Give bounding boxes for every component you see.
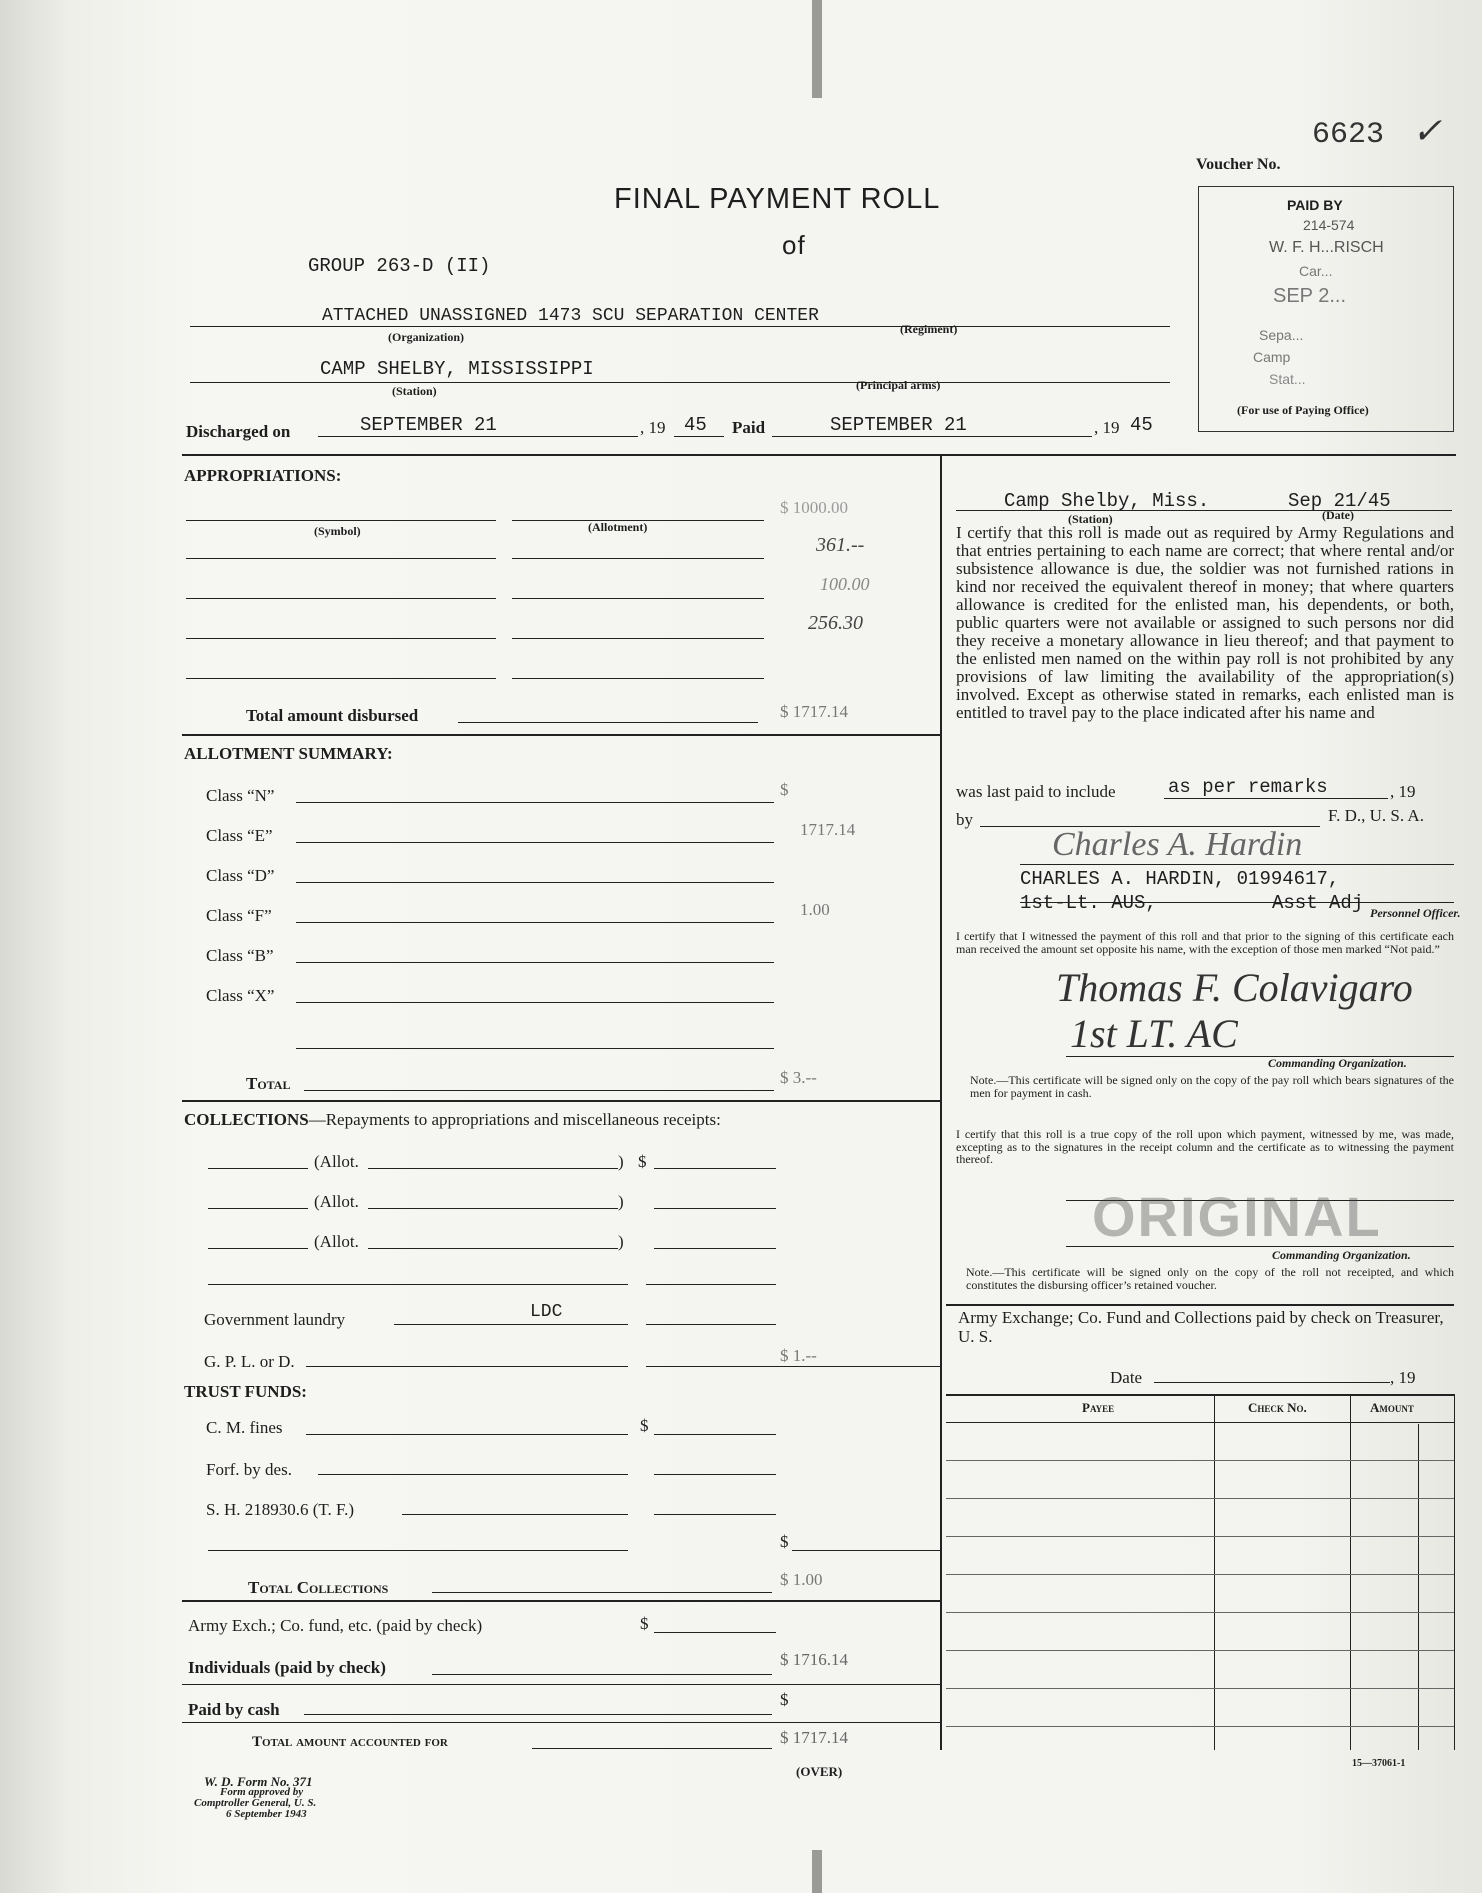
cm-fines-dollar: $ xyxy=(640,1416,649,1435)
collections-heading-title: COLLECTIONS xyxy=(184,1110,309,1129)
exchange-date-label: Date xyxy=(1110,1368,1143,1387)
commanding-label: Commanding Organization. xyxy=(1268,1056,1407,1070)
organization-label: (Organization) xyxy=(388,330,464,344)
exchange-date-line xyxy=(1154,1382,1390,1383)
organization-line xyxy=(190,326,1170,327)
allotment-class-line xyxy=(296,882,774,883)
allotment-class-value: 1717.14 xyxy=(800,820,856,839)
regiment-label: (Regiment) xyxy=(900,322,958,336)
allotment-class-label: Class “F” xyxy=(206,906,272,925)
trust-blank-amount-line xyxy=(792,1550,940,1551)
army-exch-label: Army Exch.; Co. fund, etc. (paid by check) xyxy=(188,1616,483,1635)
total-accounted-value: $ 1717.14 xyxy=(780,1728,848,1747)
allotment-class-label: Class “E” xyxy=(206,826,273,845)
allotment-class-value: 1.00 xyxy=(800,900,830,919)
discharged-line xyxy=(318,436,638,437)
allotment-class-label: Class “X” xyxy=(206,986,275,1005)
collection-allot-amount-line xyxy=(654,1248,776,1249)
allotment-label: (Allotment) xyxy=(588,520,648,534)
collection-allot-line xyxy=(368,1168,618,1169)
stamp-line-2: 214-574 xyxy=(1303,217,1355,233)
footer-approved: Form approved by xyxy=(220,1786,304,1798)
true-copy-text: I certify that this roll is a true copy of the roll upon which payment, witnessed by me, was made, excepting as to the signatures in the receipt column and the certificate as to witnessing the payment thereof. xyxy=(956,1127,1454,1166)
allotment-blank-line xyxy=(296,1048,774,1049)
collection-allot-label: (Allot. xyxy=(314,1152,359,1171)
forf-line xyxy=(318,1474,628,1475)
collection-allot-line xyxy=(368,1208,618,1209)
approp-line-5 xyxy=(186,678,496,679)
voucher-number: 6623 xyxy=(1312,118,1385,152)
cert-station-value: Camp Shelby, Miss. xyxy=(1004,490,1210,512)
voucher-label: Voucher No. xyxy=(1196,156,1281,173)
personnel-line xyxy=(1020,902,1454,903)
total-accounted-label: Total amount accounted for xyxy=(252,1734,448,1750)
army-exch-dollar: $ xyxy=(640,1614,649,1633)
collection-allot-paren: ) xyxy=(618,1232,624,1251)
stamp-line-8: Stat... xyxy=(1269,371,1306,387)
laundry-line xyxy=(394,1324,628,1325)
center-divider xyxy=(940,454,942,1750)
exchange-header-rule xyxy=(946,1422,1454,1423)
cert-date-label: (Date) xyxy=(1322,508,1354,522)
gpl-label: G. P. L. or D. xyxy=(204,1352,295,1371)
allotment-class-line xyxy=(296,922,774,923)
forf-amount-line xyxy=(654,1474,776,1475)
cert-date-value: Sep 21/45 xyxy=(1288,490,1391,512)
exchange-row-line xyxy=(946,1612,1454,1613)
gpl-amount-line xyxy=(646,1366,940,1367)
exchange-col-amount: Amount xyxy=(1370,1400,1414,1415)
paid-year: 45 xyxy=(1130,414,1153,436)
collection-allot-paren: ) xyxy=(618,1192,624,1211)
signer-name: CHARLES A. HARDIN, 01994617, xyxy=(1020,868,1340,890)
original-stamp: ORIGINAL xyxy=(1092,1185,1382,1248)
cm-fines-amount-line xyxy=(654,1434,776,1435)
form-title: FINAL PAYMENT ROLL xyxy=(614,183,941,215)
principal-arms-label: (Principal arms) xyxy=(856,378,941,392)
collection-allot-blank xyxy=(208,1248,308,1249)
total-accounted-line xyxy=(532,1748,772,1749)
collection-allot-amount-line xyxy=(654,1168,776,1169)
paid-label: Paid xyxy=(732,418,766,437)
footer-comptroller: Comptroller General, U. S. xyxy=(194,1797,317,1809)
individuals-label: Individuals (paid by check) xyxy=(188,1658,386,1677)
exchange-row-line xyxy=(946,1688,1454,1689)
stamp-line-4: Car... xyxy=(1299,263,1333,279)
collection-allot-blank xyxy=(208,1168,308,1169)
forf-label: Forf. by des. xyxy=(206,1460,292,1479)
signature-line xyxy=(1020,864,1454,865)
station-label: (Station) xyxy=(392,384,437,398)
witness-rank: 1st LT. AC xyxy=(1070,1011,1238,1056)
station-line xyxy=(190,382,1170,383)
note-1: Note.—This certificate will be signed only on the copy of the pay roll which bears signatures of the men for payment in cash. xyxy=(970,1073,1454,1100)
organization-value: ATTACHED UNASSIGNED 1473 SCU SEPARATION CENTER xyxy=(322,306,819,326)
check-mark: ✓ xyxy=(1412,111,1443,151)
sh-label: S. H. 218930.6 (T. F.) xyxy=(206,1500,355,1519)
collection-allot-dollar: $ xyxy=(638,1152,647,1171)
cash-bottom-rule xyxy=(182,1722,940,1723)
total-disbursed-value: $ 1717.14 xyxy=(780,702,848,721)
total-collections-line xyxy=(432,1592,772,1593)
exchange-col-check: Check No. xyxy=(1248,1400,1307,1415)
paid-line xyxy=(772,436,1092,437)
last-paid-label: was last paid to include xyxy=(956,782,1116,801)
stamp-line-6: Sepa... xyxy=(1259,327,1304,343)
individuals-value: $ 1716.14 xyxy=(780,1650,848,1669)
collection-blank-line-a xyxy=(208,1284,628,1285)
witness-signature: Thomas F. Colavigaro xyxy=(1056,965,1413,1010)
total-disbursed-label: Total amount disbursed xyxy=(246,706,419,725)
binder-mark-top xyxy=(812,0,822,98)
note-2: Note.—This certificate will be signed only on the copy of the roll not receipted, and which constitutes the disbursing officer’s retained voucher. xyxy=(966,1265,1454,1292)
allotment-total-label: Total xyxy=(246,1074,291,1093)
individuals-line xyxy=(432,1674,772,1675)
true-copy-line-2 xyxy=(1066,1246,1454,1247)
appropriations-heading: APPROPRIATIONS: xyxy=(184,466,342,485)
stamp-line-7: Camp xyxy=(1253,349,1291,365)
allotment-class-line xyxy=(296,842,774,843)
exchange-text: Army Exchange; Co. Fund and Collections paid by check on Treasurer, U. S. xyxy=(958,1308,1444,1346)
approp-bottom-rule xyxy=(182,734,940,736)
cash-line xyxy=(304,1714,772,1715)
discharged-label: Discharged on xyxy=(186,422,291,441)
approp-alloc-line-3 xyxy=(512,598,764,599)
collection-allot-blank xyxy=(208,1208,308,1209)
allotment-total-line xyxy=(304,1090,774,1091)
exchange-col-payee: Payee xyxy=(1082,1400,1115,1415)
exchange-row-line xyxy=(946,1574,1454,1575)
discharged-date: SEPTEMBER 21 xyxy=(360,414,497,436)
cm-fines-line xyxy=(306,1434,628,1435)
footer-form: W. D. Form No. 371 xyxy=(204,1774,313,1789)
last-paid-line xyxy=(1164,798,1388,799)
approp-amount-4: 256.30 xyxy=(808,612,863,634)
station-value: CAMP SHELBY, MISSISSIPPI xyxy=(320,358,594,380)
last-paid-year: , 19 xyxy=(1390,782,1416,801)
laundry-value: LDC xyxy=(530,1302,563,1322)
last-paid-value: as per remarks xyxy=(1168,776,1328,798)
fd-label: F. D., U. S. A. xyxy=(1328,806,1424,825)
allotment-class-line xyxy=(296,1002,774,1003)
trust-blank-dollar: $ xyxy=(780,1532,789,1551)
symbol-label: (Symbol) xyxy=(314,524,361,538)
cm-fines-label: C. M. fines xyxy=(206,1418,283,1437)
laundry-label: Government laundry xyxy=(204,1310,346,1329)
collections-heading-rest: —Repayments to appropriations and miscellaneous receipts: xyxy=(308,1110,721,1129)
gpl-value: $ 1.-- xyxy=(780,1346,817,1365)
cash-value: $ xyxy=(780,1690,789,1709)
exchange-row-line xyxy=(946,1650,1454,1651)
exchange-top-rule xyxy=(946,1304,1454,1306)
stamp-footer: (For use of Paying Office) xyxy=(1237,403,1369,417)
cert-station-label: (Station) xyxy=(1068,512,1113,526)
binder-mark-bottom xyxy=(812,1850,822,1893)
approp-line-1 xyxy=(186,520,496,521)
laundry-amount-line xyxy=(646,1324,776,1325)
allotment-class-label: Class “N” xyxy=(206,786,275,805)
exchange-col-div-1 xyxy=(1214,1394,1215,1750)
commanding-label-2: Commanding Organization. xyxy=(1272,1248,1411,1262)
stamp-line-5: SEP 2... xyxy=(1273,285,1347,307)
allotment-class-value: $ xyxy=(780,780,789,799)
allotment-class-label: Class “B” xyxy=(206,946,274,965)
exchange-row-line xyxy=(946,1726,1454,1727)
approp-amount-3: 100.00 xyxy=(820,574,870,594)
collection-allot-amount-line xyxy=(654,1208,776,1209)
allotment-class-line xyxy=(296,802,774,803)
total-collections-label: Total Collections xyxy=(248,1578,389,1597)
footer-code: 15—37061-1 xyxy=(1352,1758,1406,1769)
collection-allot-paren: ) xyxy=(618,1152,624,1171)
approp-alloc-line-2 xyxy=(512,558,764,559)
footer-date: 6 September 1943 xyxy=(226,1808,307,1820)
paid-stamp xyxy=(1198,186,1454,432)
cash-label: Paid by cash xyxy=(188,1700,280,1719)
cert-station-line xyxy=(956,510,1452,511)
army-exch-amount-line xyxy=(654,1632,776,1633)
exchange-right-edge xyxy=(1454,1394,1455,1750)
discharged-year-prefix: , 19 xyxy=(640,418,666,437)
trust-funds-heading: TRUST FUNDS: xyxy=(184,1382,307,1401)
signer-rank: 1st-Lt. AUS, xyxy=(1020,892,1157,914)
allotment-bottom-rule xyxy=(182,1100,940,1102)
paid-date: SEPTEMBER 21 xyxy=(830,414,967,436)
certificate-text: I certify that this roll is made out as required by Army Regulations and that entries pertaining to each name are correct; that where rental and/or subsistence allowance is due, the soldier was not furnished rations in kind nor received the equivalent thereof in money; that where quarters allowance is credited for the enlisted man, his dependents, or both, public quarters were not available or assigned to such persons nor did they receive a monetary allowance in lieu thereof; and that payment to the enlisted men named on the within pay roll is not prohibited by any provisions of law limiting the availability of the appropriation(s) involved. Except as otherwise stated in remarks, each enlisted man is entitled to travel pay to the place indicated after his name and xyxy=(956,523,1454,722)
approp-alloc-line-5 xyxy=(512,678,764,679)
collection-blank-line-b xyxy=(646,1284,776,1285)
trust-bottom-rule xyxy=(182,1600,940,1602)
approp-line-4 xyxy=(186,638,496,639)
allotment-class-line xyxy=(296,962,774,963)
collection-allot-label: (Allot. xyxy=(314,1232,359,1251)
paid-year-prefix: , 19 xyxy=(1094,418,1120,437)
personnel-label: Personnel Officer. xyxy=(1370,906,1461,920)
approp-line-2 xyxy=(186,558,496,559)
footer-over: (OVER) xyxy=(796,1764,843,1779)
collection-allot-line xyxy=(368,1248,618,1249)
group-label: GROUP 263-D (II) xyxy=(308,255,491,277)
exchange-row-line xyxy=(946,1498,1454,1499)
approp-alloc-line-4 xyxy=(512,638,764,639)
signer-title: Asst Adj xyxy=(1272,892,1364,914)
allotment-total-value: $ 3.-- xyxy=(780,1068,817,1087)
allotment-summary-heading: ALLOTMENT SUMMARY: xyxy=(184,744,393,763)
exchange-table-top xyxy=(946,1394,1454,1396)
approp-amount-1: $ 1000.00 xyxy=(780,498,848,517)
exchange-col-div-2 xyxy=(1350,1394,1351,1750)
by-label: by xyxy=(956,810,973,829)
gpl-line xyxy=(306,1366,628,1367)
total-disbursed-line xyxy=(458,722,758,723)
discharged-year-line xyxy=(674,436,724,437)
hardin-signature: Charles A. Hardin xyxy=(1052,826,1303,863)
stamp-line-1: PAID BY xyxy=(1287,197,1343,213)
approp-amount-2: 361.-- xyxy=(816,534,865,556)
trust-blank-line xyxy=(208,1550,628,1551)
exchange-row-line xyxy=(946,1536,1454,1537)
approp-line-3 xyxy=(186,598,496,599)
collection-allot-label: (Allot. xyxy=(314,1192,359,1211)
exchange-year-label: , 19 xyxy=(1390,1368,1416,1387)
stamp-line-3: W. F. H...RISCH xyxy=(1269,239,1384,256)
exchange-row-line xyxy=(946,1460,1454,1461)
total-collections-value: $ 1.00 xyxy=(780,1570,823,1589)
sh-line xyxy=(402,1514,628,1515)
exchange-col-div-3 xyxy=(1418,1424,1419,1750)
discharged-year: 45 xyxy=(684,414,707,436)
sh-amount-line xyxy=(654,1514,776,1515)
individuals-bottom-rule xyxy=(182,1684,940,1685)
main-rule xyxy=(182,454,1456,456)
collections-heading xyxy=(184,1110,721,1130)
allotment-class-label: Class “D” xyxy=(206,866,275,885)
witness-text: I certify that I witnessed the payment of this roll and that prior to the signing of this certificate each man received the amount set opposite his name, with the exception of those men marked “Not paid.” xyxy=(956,929,1454,956)
form-title-of: of xyxy=(782,230,806,260)
